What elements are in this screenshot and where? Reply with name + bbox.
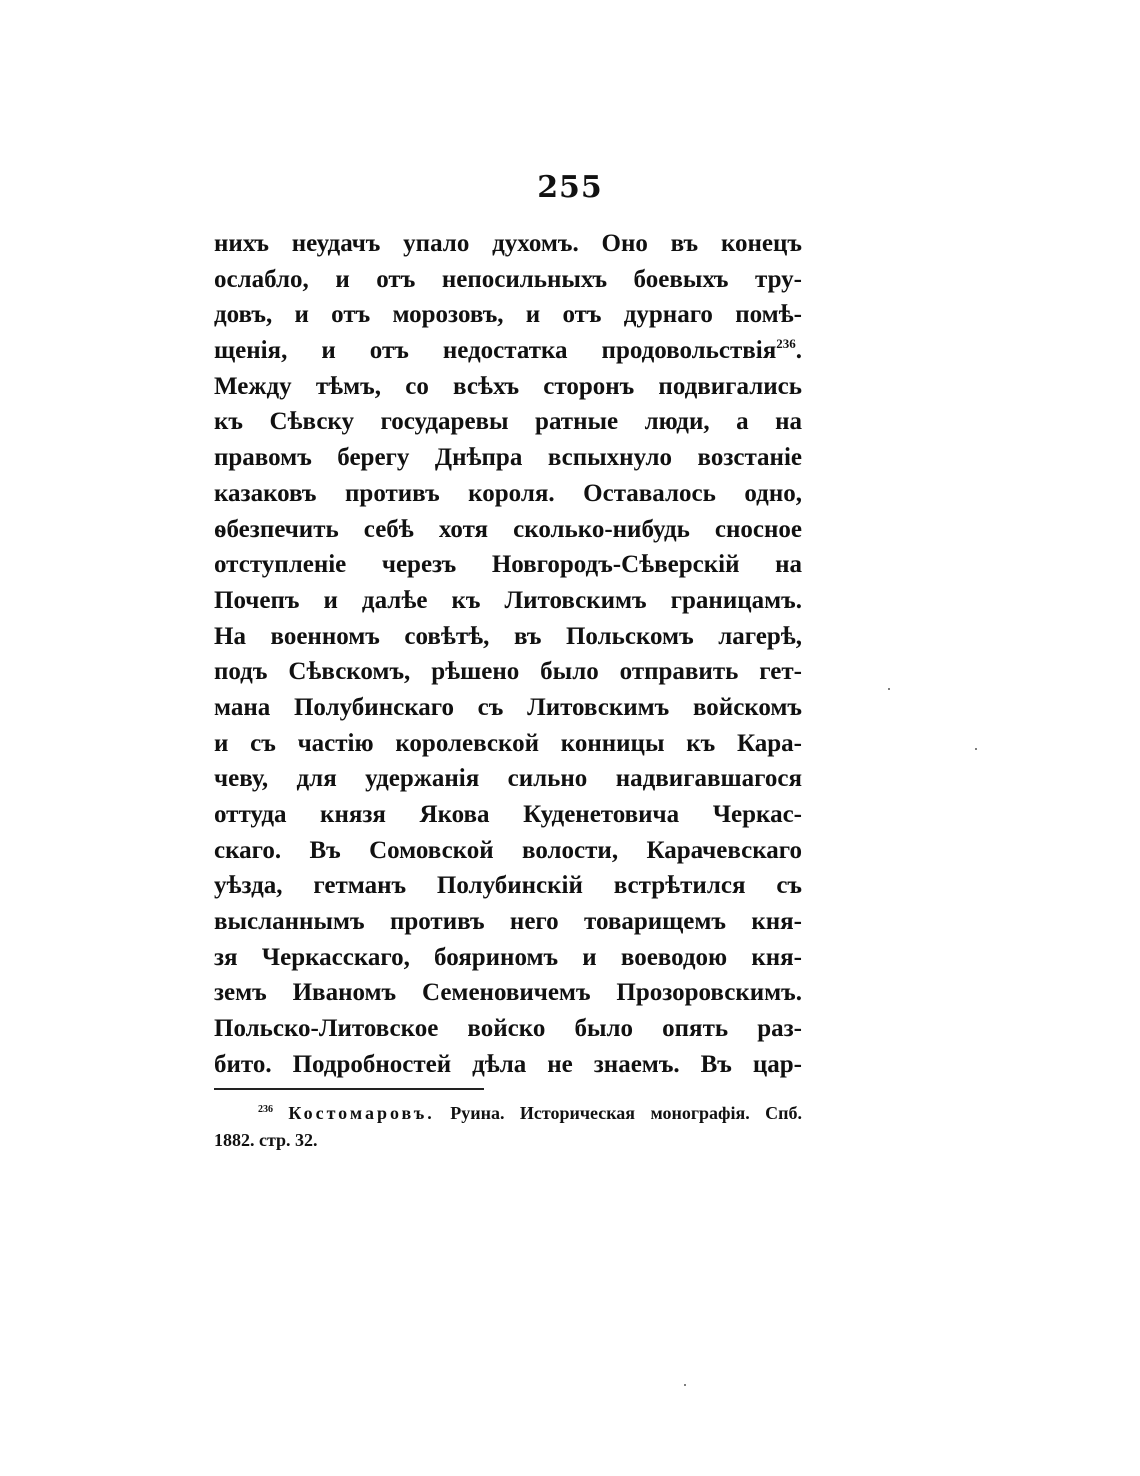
footnote-reference-trail: . [795,337,802,365]
text-line: казаковъ противъ короля. Оставалось одно, [214,479,802,507]
footnote-author: Костомаровъ. [288,1103,435,1123]
text-line-content: щенія, и отъ недостатка продовольствія [214,337,777,365]
text-line: чеву, для удержанія сильно надвигавшагося [214,765,802,793]
text-line: ѳбезпечить себѣ хотя сколько-нибудь сносное [214,515,802,543]
main-text [214,226,802,1083]
text-line: Между тѣмъ, со всѣхъ сторонъ подвигались [214,372,802,400]
page-number: 255 [537,170,603,205]
footnote-divider [214,1088,484,1090]
text-line: бито. Подробностей дѣла не знаемъ. Въ цар- [214,1050,802,1078]
footnote [214,1100,802,1154]
text-line: и съ частію королевской конницы къ Кара- [214,729,802,757]
text-line: Почепъ и далѣе къ Литовскимъ границамъ. [214,586,802,614]
text-line: земъ Иваномъ Семеновичемъ Прозоровскимъ. [214,979,802,1007]
scan-speck [888,688,890,690]
scan-speck [975,748,977,750]
text-line: зя Черкасскаго, бояриномъ и воеводою кня- [214,943,802,971]
footnote-marker: 236 [258,1104,273,1115]
text-line: подъ Сѣвскомъ, рѣшено было отправить гет- [214,658,802,686]
footnote-line: 1882. стр. 32. [214,1130,318,1150]
text-line-with-footnote-ref [214,333,802,369]
text-line: ослабло, и отъ непосильныхъ боевыхъ тру- [214,265,802,293]
text-line: На военномъ совѣтѣ, въ Польскомъ лагерѣ, [214,622,802,650]
text-line: мана Полубинскаго съ Литовскимъ войскомъ [214,693,802,721]
text-line: скаго. Въ Сомовской волости, Карачевскаго [214,836,802,864]
footnote-citation: Руина. Историческая монографія. Спб. [450,1103,803,1123]
text-line: отступленіе черезъ Новгородъ-Сѣверскій на [214,551,802,579]
text-line: довъ, и отъ морозовъ, и отъ дурнаго помѣ- [214,301,802,329]
scan-speck [684,1384,686,1386]
text-line: уѣзда, гетманъ Полубинскій встрѣтился съ [214,872,802,900]
footnote-line [214,1100,802,1127]
text-line: оттуда князя Якова Куденетовича Черкас- [214,801,802,828]
text-line: нихъ неудачъ упало духомъ. Оно въ конецъ [214,230,802,257]
text-line: правомъ берегу Днѣпра вспыхнуло возстаніе [214,444,802,472]
text-line: высланнымъ противъ него товарищемъ кня- [214,908,802,936]
text-line: Польско-Литовское войско было опять раз- [214,1015,802,1043]
footnote-reference: 236 [776,336,796,352]
text-line: къ Сѣвску государевы ратные люди, а на [214,408,802,436]
